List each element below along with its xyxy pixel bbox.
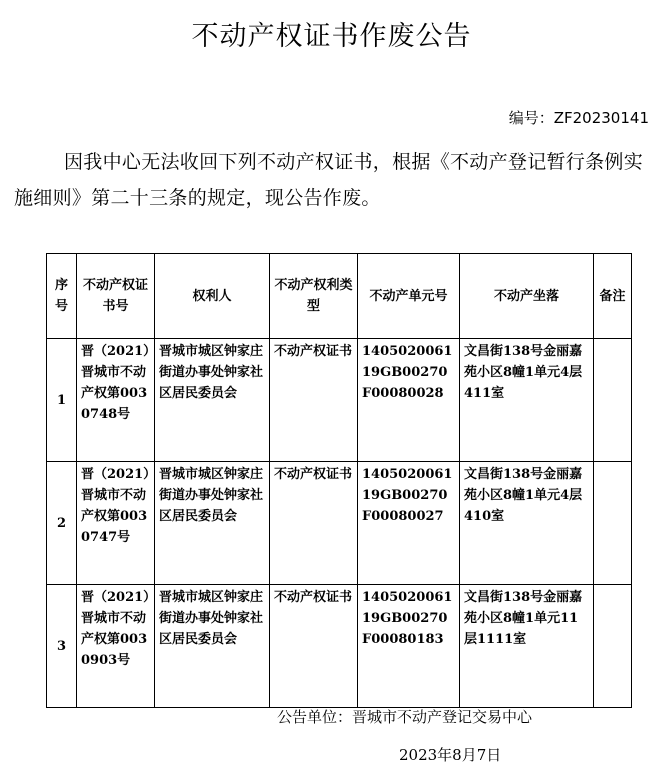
header-cert-no: 不动产权证书号: [77, 254, 155, 339]
header-location: 不动产坐落: [460, 254, 594, 339]
table-row: [47, 339, 632, 462]
void-certificate-table: [46, 253, 632, 708]
table-row: [47, 462, 632, 585]
cell-holder: 晋城市城区钟家庄街道办事处钟家社区居民委员会: [155, 585, 270, 708]
cell-unit-no: 140502006119GB00270F00080028: [358, 339, 460, 462]
cell-seq: 3: [47, 585, 77, 708]
cell-right-type: 不动产权证书: [270, 585, 358, 708]
cell-location: 文昌街138号金丽嘉苑小区8幢1单元4层411室: [460, 339, 594, 462]
cell-seq: 1: [47, 339, 77, 462]
issuing-unit: 公告单位：晋城市不动产登记交易中心: [277, 708, 533, 726]
page-title: 不动产权证书作废公告: [191, 21, 472, 52]
cell-location: 文昌街138号金丽嘉苑小区8幢1单元11层1111室: [460, 585, 594, 708]
header-right-type: 不动产权利类型: [270, 254, 358, 339]
cell-unit-no: 140502006119GB00270F00080027: [358, 462, 460, 585]
cell-holder: 晋城市城区钟家庄街道办事处钟家社区居民委员会: [155, 339, 270, 462]
announcement-body: 因我中心无法收回下列不动产权证书，根据《不动产登记暂行条例实施细则》第二十三条的规定，现公告作废。: [14, 151, 644, 209]
cell-right-type: 不动产权证书: [270, 462, 358, 585]
cell-holder: 晋城市城区钟家庄街道办事处钟家社区居民委员会: [155, 462, 270, 585]
cell-location: 文昌街138号金丽嘉苑小区8幢1单元4层410室: [460, 462, 594, 585]
cell-seq: 2: [47, 462, 77, 585]
cell-remark: [594, 339, 632, 462]
table-header-row: [47, 254, 632, 339]
header-remark: 备注: [594, 254, 632, 339]
header-holder: 权利人: [155, 254, 270, 339]
cell-remark: [594, 462, 632, 585]
header-seq: 序号: [47, 254, 77, 339]
cell-cert-no: 晋（2021）晋城市不动产权第0030748号: [77, 339, 155, 462]
issue-date: 2023年8月7日: [399, 746, 502, 764]
cell-right-type: 不动产权证书: [270, 339, 358, 462]
table-row: [47, 585, 632, 708]
cell-cert-no: 晋（2021）晋城市不动产权第0030903号: [77, 585, 155, 708]
document-number: 编号：ZF20230141: [508, 109, 649, 127]
cell-remark: [594, 585, 632, 708]
cell-unit-no: 140502006119GB00270F00080183: [358, 585, 460, 708]
cell-cert-no: 晋（2021）晋城市不动产权第0030747号: [77, 462, 155, 585]
header-unit-no: 不动产单元号: [358, 254, 460, 339]
